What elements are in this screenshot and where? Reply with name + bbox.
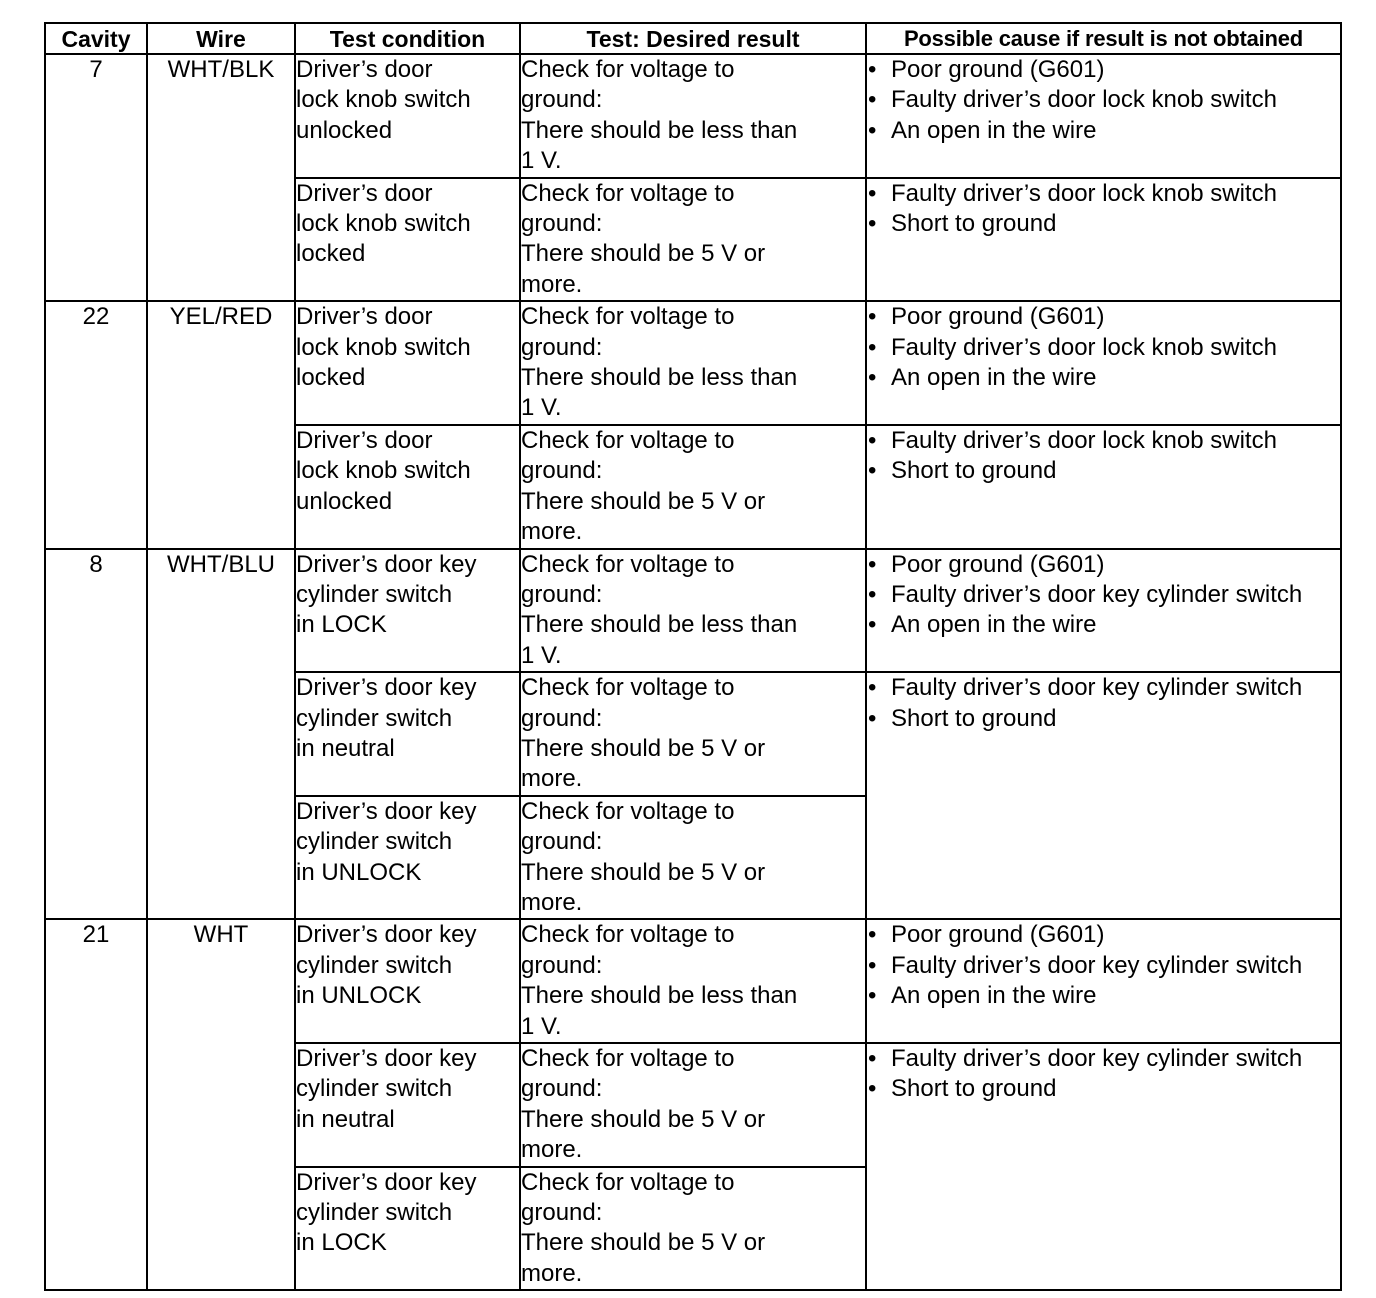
possible-cause-cell bbox=[866, 54, 1341, 178]
test-condition-cell: Driver’s door key cylinder switch in neutral bbox=[295, 672, 520, 796]
wire-cell: WHT/BLK bbox=[147, 54, 295, 301]
test-condition-cell: Driver’s door key cylinder switch in LOCK bbox=[295, 549, 520, 673]
header-test-condition: Test condition bbox=[295, 23, 520, 54]
cause-item: • Faulty driver’s door lock knob switch bbox=[867, 333, 1340, 363]
desired-result-cell: Check for voltage to ground: There should be 5 V or more. bbox=[520, 1167, 866, 1291]
cavity-cell: 21 bbox=[45, 919, 147, 1290]
table-row bbox=[45, 549, 1341, 673]
cause-item: • An open in the wire bbox=[867, 610, 1340, 640]
possible-cause-cell bbox=[866, 672, 1341, 919]
desired-result-cell: Check for voltage to ground: There should be less than 1 V. bbox=[520, 54, 866, 178]
possible-cause-cell bbox=[866, 178, 1341, 302]
desired-result-cell: Check for voltage to ground: There should be 5 V or more. bbox=[520, 672, 866, 796]
header-possible-cause: Possible cause if result is not obtained bbox=[866, 23, 1341, 54]
possible-cause-cell bbox=[866, 1043, 1341, 1290]
cause-item: • Poor ground (G601) bbox=[867, 550, 1340, 580]
test-condition-cell: Driver’s door key cylinder switch in LOCK bbox=[295, 1167, 520, 1291]
test-condition-cell: Driver’s door lock knob switch locked bbox=[295, 178, 520, 302]
possible-cause-cell bbox=[866, 301, 1341, 425]
test-condition-cell: Driver’s door key cylinder switch in UNLOCK bbox=[295, 919, 520, 1043]
test-condition-cell: Driver’s door lock knob switch locked bbox=[295, 301, 520, 425]
table-row bbox=[45, 54, 1341, 178]
header-cavity: Cavity bbox=[45, 23, 147, 54]
cause-item: • An open in the wire bbox=[867, 116, 1340, 146]
wire-cell: WHT bbox=[147, 919, 295, 1290]
desired-result-cell: Check for voltage to ground: There should be less than 1 V. bbox=[520, 549, 866, 673]
possible-cause-cell bbox=[866, 919, 1341, 1043]
cause-item: • An open in the wire bbox=[867, 981, 1340, 1011]
cause-item: • Short to ground bbox=[867, 209, 1340, 239]
header-desired-result: Test: Desired result bbox=[520, 23, 866, 54]
desired-result-cell: Check for voltage to ground: There should be 5 V or more. bbox=[520, 425, 866, 549]
wire-cell: WHT/BLU bbox=[147, 549, 295, 920]
cause-item: • Poor ground (G601) bbox=[867, 302, 1340, 332]
desired-result-cell: Check for voltage to ground: There should be 5 V or more. bbox=[520, 178, 866, 302]
cavity-cell: 8 bbox=[45, 549, 147, 920]
cause-item: • Faulty driver’s door lock knob switch bbox=[867, 179, 1340, 209]
test-condition-cell: Driver’s door key cylinder switch in UNLOCK bbox=[295, 796, 520, 920]
cause-item: • Faulty driver’s door lock knob switch bbox=[867, 426, 1340, 456]
cause-item: • Faulty driver’s door key cylinder switch bbox=[867, 673, 1340, 703]
cause-item: • Poor ground (G601) bbox=[867, 920, 1340, 950]
cause-item: • Faulty driver’s door lock knob switch bbox=[867, 85, 1340, 115]
desired-result-cell: Check for voltage to ground: There should be less than 1 V. bbox=[520, 301, 866, 425]
cavity-cell: 22 bbox=[45, 301, 147, 548]
desired-result-cell: Check for voltage to ground: There should be 5 V or more. bbox=[520, 1043, 866, 1167]
diagnosis-table bbox=[44, 22, 1342, 1291]
wire-cell: YEL/RED bbox=[147, 301, 295, 548]
table-row bbox=[45, 919, 1341, 1043]
possible-cause-cell bbox=[866, 425, 1341, 549]
cause-item: • Poor ground (G601) bbox=[867, 55, 1340, 85]
cavity-cell: 7 bbox=[45, 54, 147, 301]
cause-item: • Faulty driver’s door key cylinder switch bbox=[867, 1044, 1340, 1074]
header-row bbox=[45, 23, 1341, 54]
test-condition-cell: Driver’s door key cylinder switch in neutral bbox=[295, 1043, 520, 1167]
cause-item: • Short to ground bbox=[867, 704, 1340, 734]
cause-item: • Faulty driver’s door key cylinder switch bbox=[867, 951, 1340, 981]
cause-item: • An open in the wire bbox=[867, 363, 1340, 393]
possible-cause-cell bbox=[866, 549, 1341, 673]
cause-item: • Short to ground bbox=[867, 456, 1340, 486]
test-condition-cell: Driver’s door lock knob switch unlocked bbox=[295, 425, 520, 549]
header-wire: Wire bbox=[147, 23, 295, 54]
cause-item: • Faulty driver’s door key cylinder switch bbox=[867, 580, 1340, 610]
test-condition-cell: Driver’s door lock knob switch unlocked bbox=[295, 54, 520, 178]
table-row bbox=[45, 301, 1341, 425]
cause-item: • Short to ground bbox=[867, 1074, 1340, 1104]
desired-result-cell: Check for voltage to ground: There should be less than 1 V. bbox=[520, 919, 866, 1043]
desired-result-cell: Check for voltage to ground: There should be 5 V or more. bbox=[520, 796, 866, 920]
